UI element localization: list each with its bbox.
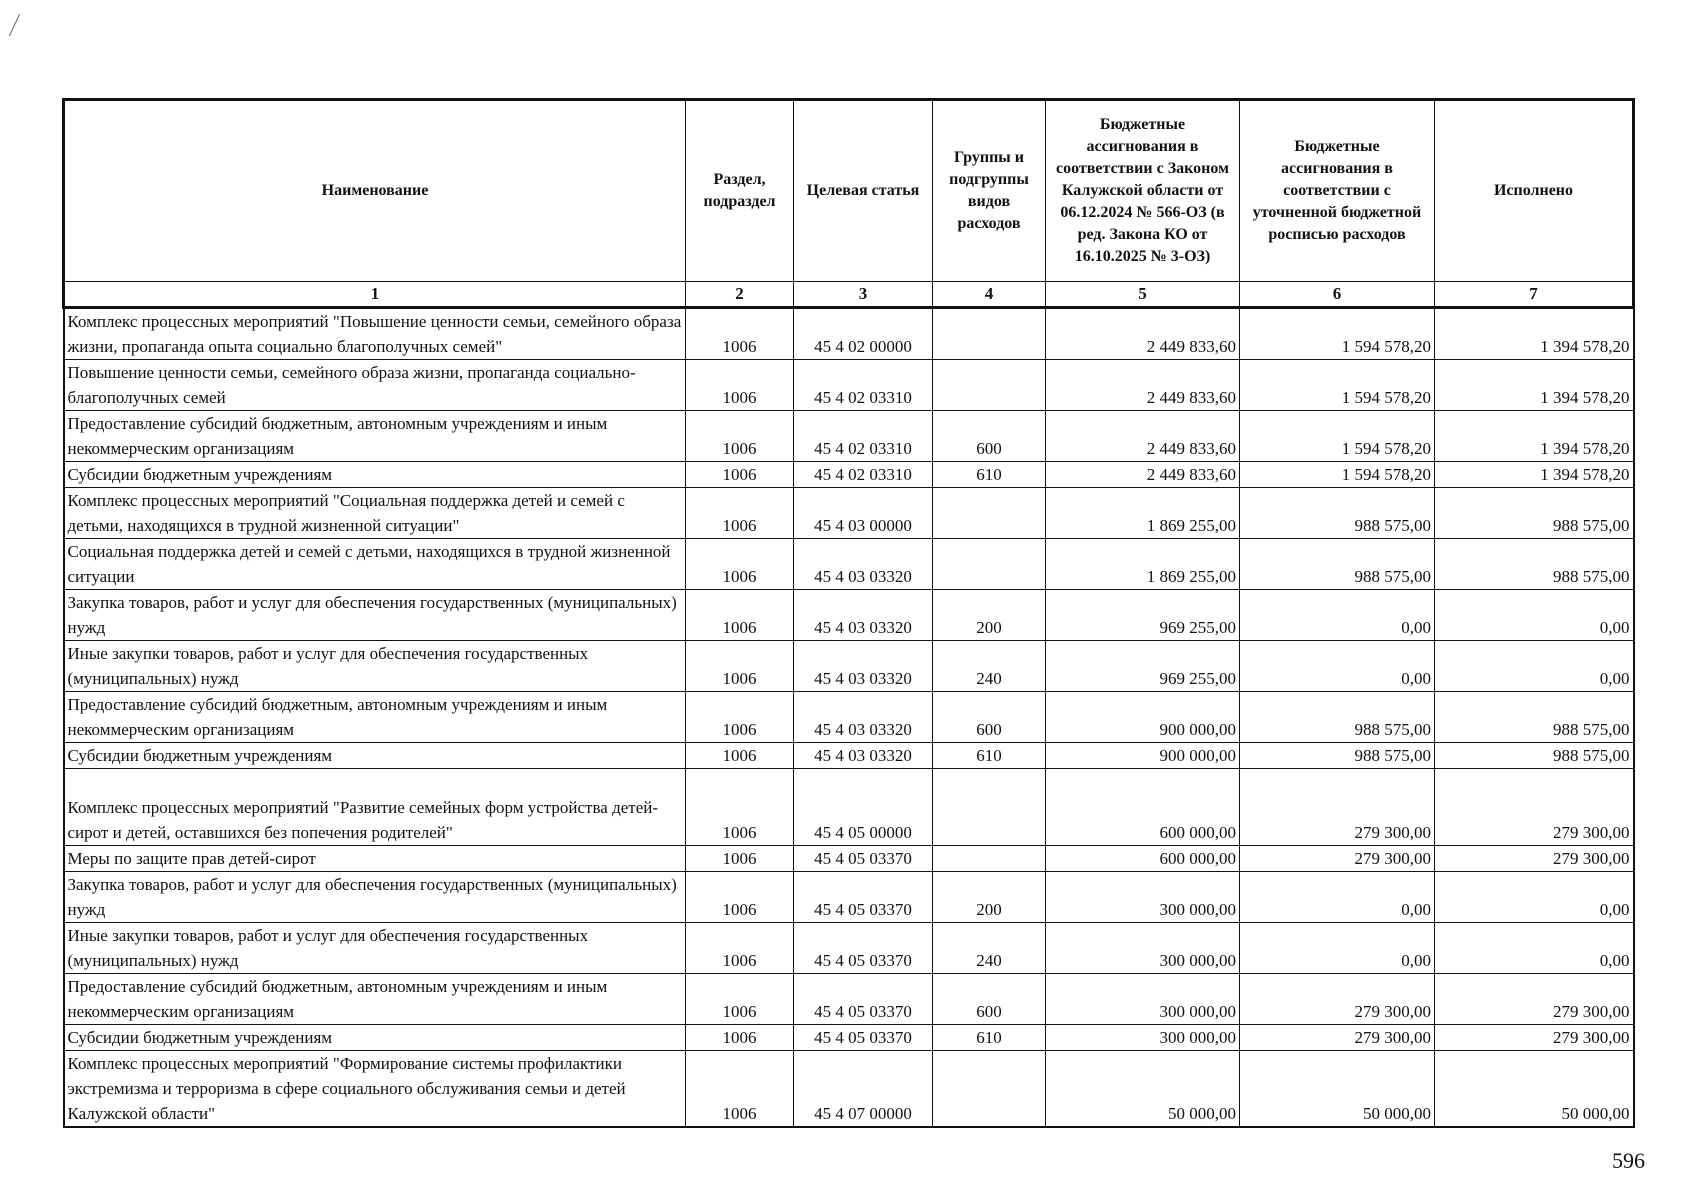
- cell-name: Предоставление субсидий бюджетным, автономным учреждениям и иным некоммерческим организациям: [64, 692, 686, 743]
- cell-name: Предоставление субсидий бюджетным, автономным учреждениям и иным некоммерческим организациям: [64, 411, 686, 462]
- cell-executed: 279 300,00: [1435, 769, 1634, 846]
- budget-table: [62, 98, 1635, 1128]
- cell-name: Субсидии бюджетным учреждениям: [64, 743, 686, 769]
- cell-refined-allocation: 0,00: [1240, 872, 1435, 923]
- cell-expense-group: [933, 769, 1046, 846]
- table-row: [64, 411, 1634, 462]
- table-row: [64, 462, 1634, 488]
- cell-name: Повышение ценности семьи, семейного образа жизни, пропаганда социально-благополучных семей: [64, 360, 686, 411]
- budget-table-container: [62, 98, 1632, 1128]
- cell-executed: 0,00: [1435, 923, 1634, 974]
- cell-executed: 988 575,00: [1435, 539, 1634, 590]
- cell-name: Субсидии бюджетным учреждениям: [64, 1025, 686, 1051]
- cell-name: Закупка товаров, работ и услуг для обеспечения государственных (муниципальных) нужд: [64, 590, 686, 641]
- cell-law-allocation: 600 000,00: [1046, 769, 1240, 846]
- cell-expense-group: 610: [933, 462, 1046, 488]
- cell-executed: 0,00: [1435, 872, 1634, 923]
- cell-refined-allocation: 988 575,00: [1240, 539, 1435, 590]
- table-body: [64, 308, 1634, 1128]
- cell-target-article: 45 4 02 03310: [794, 462, 933, 488]
- cell-name: Иные закупки товаров, работ и услуг для обеспечения государственных (муниципальных) нужд: [64, 923, 686, 974]
- cell-executed: 279 300,00: [1435, 846, 1634, 872]
- table-row: [64, 641, 1634, 692]
- header-executed: Исполнено: [1435, 100, 1634, 282]
- cell-refined-allocation: 279 300,00: [1240, 769, 1435, 846]
- table-row: [64, 1025, 1634, 1051]
- corner-mark: [9, 14, 30, 36]
- table-row: [64, 743, 1634, 769]
- cell-refined-allocation: 279 300,00: [1240, 1025, 1435, 1051]
- cell-executed: 1 394 578,20: [1435, 411, 1634, 462]
- cell-target-article: 45 4 03 03320: [794, 590, 933, 641]
- cell-section: 1006: [686, 308, 794, 360]
- cell-law-allocation: 1 869 255,00: [1046, 488, 1240, 539]
- cell-target-article: 45 4 05 03370: [794, 974, 933, 1025]
- table-row: [64, 590, 1634, 641]
- column-number: 3: [794, 282, 933, 308]
- table-row: [64, 1051, 1634, 1128]
- cell-section: 1006: [686, 872, 794, 923]
- cell-executed: 1 394 578,20: [1435, 462, 1634, 488]
- column-number: 4: [933, 282, 1046, 308]
- cell-refined-allocation: 0,00: [1240, 641, 1435, 692]
- cell-section: 1006: [686, 743, 794, 769]
- cell-refined-allocation: 50 000,00: [1240, 1051, 1435, 1128]
- cell-name: Социальная поддержка детей и семей с детьми, находящихся в трудной жизненной ситуации: [64, 539, 686, 590]
- cell-executed: 1 394 578,20: [1435, 360, 1634, 411]
- cell-law-allocation: 2 449 833,60: [1046, 411, 1240, 462]
- cell-refined-allocation: 988 575,00: [1240, 488, 1435, 539]
- cell-refined-allocation: 988 575,00: [1240, 743, 1435, 769]
- cell-target-article: 45 4 07 00000: [794, 1051, 933, 1128]
- cell-section: 1006: [686, 692, 794, 743]
- table-row: [64, 539, 1634, 590]
- cell-expense-group: [933, 308, 1046, 360]
- cell-law-allocation: 2 449 833,60: [1046, 462, 1240, 488]
- cell-expense-group: 240: [933, 641, 1046, 692]
- cell-expense-group: 610: [933, 743, 1046, 769]
- cell-target-article: 45 4 03 00000: [794, 488, 933, 539]
- cell-section: 1006: [686, 1051, 794, 1128]
- cell-expense-group: 240: [933, 923, 1046, 974]
- cell-refined-allocation: 988 575,00: [1240, 692, 1435, 743]
- cell-expense-group: 600: [933, 974, 1046, 1025]
- column-number-row: [64, 282, 1634, 308]
- cell-target-article: 45 4 02 03310: [794, 360, 933, 411]
- cell-executed: 279 300,00: [1435, 1025, 1634, 1051]
- cell-executed: 0,00: [1435, 590, 1634, 641]
- cell-section: 1006: [686, 974, 794, 1025]
- cell-law-allocation: 1 869 255,00: [1046, 539, 1240, 590]
- cell-target-article: 45 4 03 03320: [794, 641, 933, 692]
- cell-section: 1006: [686, 846, 794, 872]
- table-row: [64, 769, 1634, 846]
- cell-refined-allocation: 1 594 578,20: [1240, 360, 1435, 411]
- cell-refined-allocation: 279 300,00: [1240, 974, 1435, 1025]
- cell-executed: 0,00: [1435, 641, 1634, 692]
- cell-name: Комплекс процессных мероприятий "Формирование системы профилактики экстремизма и терроризма в сфере социального обслуживания семьи и детей Калужской области": [64, 1051, 686, 1128]
- table-row: [64, 488, 1634, 539]
- cell-law-allocation: 900 000,00: [1046, 743, 1240, 769]
- cell-executed: 279 300,00: [1435, 974, 1634, 1025]
- header-target-article: Целевая статья: [794, 100, 933, 282]
- cell-expense-group: 610: [933, 1025, 1046, 1051]
- header-section: Раздел, подраздел: [686, 100, 794, 282]
- cell-section: 1006: [686, 488, 794, 539]
- cell-executed: 1 394 578,20: [1435, 308, 1634, 360]
- header-law-allocations: Бюджетные ассигнования в соответствии с Законом Калужской области от 06.12.2024 № 566-ОЗ (в ред. Закона КО от 16.10.2025 № 3-ОЗ): [1046, 100, 1240, 282]
- cell-expense-group: 600: [933, 692, 1046, 743]
- cell-target-article: 45 4 05 03370: [794, 846, 933, 872]
- cell-name: Меры по защите прав детей-сирот: [64, 846, 686, 872]
- cell-section: 1006: [686, 462, 794, 488]
- header-row: [64, 100, 1634, 282]
- cell-law-allocation: 300 000,00: [1046, 974, 1240, 1025]
- cell-name: Закупка товаров, работ и услуг для обеспечения государственных (муниципальных) нужд: [64, 872, 686, 923]
- cell-refined-allocation: 1 594 578,20: [1240, 411, 1435, 462]
- cell-expense-group: [933, 846, 1046, 872]
- table-row: [64, 846, 1634, 872]
- cell-executed: 988 575,00: [1435, 743, 1634, 769]
- cell-expense-group: 200: [933, 872, 1046, 923]
- column-number: 7: [1435, 282, 1634, 308]
- cell-section: 1006: [686, 1025, 794, 1051]
- cell-section: 1006: [686, 539, 794, 590]
- table-row: [64, 360, 1634, 411]
- cell-name: Комплекс процессных мероприятий "Развитие семейных форм устройства детей-сирот и детей, оставшихся без попечения родителей": [64, 769, 686, 846]
- cell-expense-group: 600: [933, 411, 1046, 462]
- cell-name: Иные закупки товаров, работ и услуг для обеспечения государственных (муниципальных) нужд: [64, 641, 686, 692]
- table-row: [64, 308, 1634, 360]
- cell-target-article: 45 4 02 00000: [794, 308, 933, 360]
- table-row: [64, 872, 1634, 923]
- cell-refined-allocation: 0,00: [1240, 923, 1435, 974]
- cell-expense-group: 200: [933, 590, 1046, 641]
- cell-law-allocation: 900 000,00: [1046, 692, 1240, 743]
- cell-expense-group: [933, 488, 1046, 539]
- cell-refined-allocation: 1 594 578,20: [1240, 308, 1435, 360]
- table-row: [64, 923, 1634, 974]
- cell-section: 1006: [686, 641, 794, 692]
- cell-expense-group: [933, 1051, 1046, 1128]
- cell-law-allocation: 50 000,00: [1046, 1051, 1240, 1128]
- table-row: [64, 692, 1634, 743]
- cell-executed: 988 575,00: [1435, 692, 1634, 743]
- cell-law-allocation: 2 449 833,60: [1046, 360, 1240, 411]
- cell-law-allocation: 969 255,00: [1046, 641, 1240, 692]
- cell-law-allocation: 300 000,00: [1046, 872, 1240, 923]
- cell-target-article: 45 4 05 00000: [794, 769, 933, 846]
- cell-law-allocation: 969 255,00: [1046, 590, 1240, 641]
- cell-law-allocation: 2 449 833,60: [1046, 308, 1240, 360]
- cell-name: Комплекс процессных мероприятий "Социальная поддержка детей и семей с детьми, находящихся в трудной жизненной ситуации": [64, 488, 686, 539]
- cell-expense-group: [933, 539, 1046, 590]
- cell-refined-allocation: 0,00: [1240, 590, 1435, 641]
- column-number: 6: [1240, 282, 1435, 308]
- cell-section: 1006: [686, 411, 794, 462]
- cell-section: 1006: [686, 590, 794, 641]
- cell-executed: 50 000,00: [1435, 1051, 1634, 1128]
- cell-target-article: 45 4 05 03370: [794, 923, 933, 974]
- cell-target-article: 45 4 05 03370: [794, 872, 933, 923]
- cell-refined-allocation: 279 300,00: [1240, 846, 1435, 872]
- cell-executed: 988 575,00: [1435, 488, 1634, 539]
- page-number: 596: [1612, 1148, 1645, 1173]
- cell-refined-allocation: 1 594 578,20: [1240, 462, 1435, 488]
- cell-expense-group: [933, 360, 1046, 411]
- column-number: 1: [64, 282, 686, 308]
- cell-law-allocation: 300 000,00: [1046, 923, 1240, 974]
- header-name: Наименование: [64, 100, 686, 282]
- cell-target-article: 45 4 02 03310: [794, 411, 933, 462]
- cell-section: 1006: [686, 923, 794, 974]
- table-row: [64, 974, 1634, 1025]
- column-number: 5: [1046, 282, 1240, 308]
- cell-target-article: 45 4 03 03320: [794, 539, 933, 590]
- header-refined-allocations: Бюджетные ассигнования в соответствии с уточненной бюджетной росписью расходов: [1240, 100, 1435, 282]
- header-expense-groups: Группы и подгруппы видов расходов: [933, 100, 1046, 282]
- cell-name: Предоставление субсидий бюджетным, автономным учреждениям и иным некоммерческим организациям: [64, 974, 686, 1025]
- cell-target-article: 45 4 05 03370: [794, 1025, 933, 1051]
- cell-law-allocation: 300 000,00: [1046, 1025, 1240, 1051]
- cell-section: 1006: [686, 769, 794, 846]
- cell-section: 1006: [686, 360, 794, 411]
- cell-target-article: 45 4 03 03320: [794, 743, 933, 769]
- cell-law-allocation: 600 000,00: [1046, 846, 1240, 872]
- cell-name: Комплекс процессных мероприятий "Повышение ценности семьи, семейного образа жизни, пропаганда опыта социально благополучных семей": [64, 308, 686, 360]
- cell-target-article: 45 4 03 03320: [794, 692, 933, 743]
- cell-name: Субсидии бюджетным учреждениям: [64, 462, 686, 488]
- column-number: 2: [686, 282, 794, 308]
